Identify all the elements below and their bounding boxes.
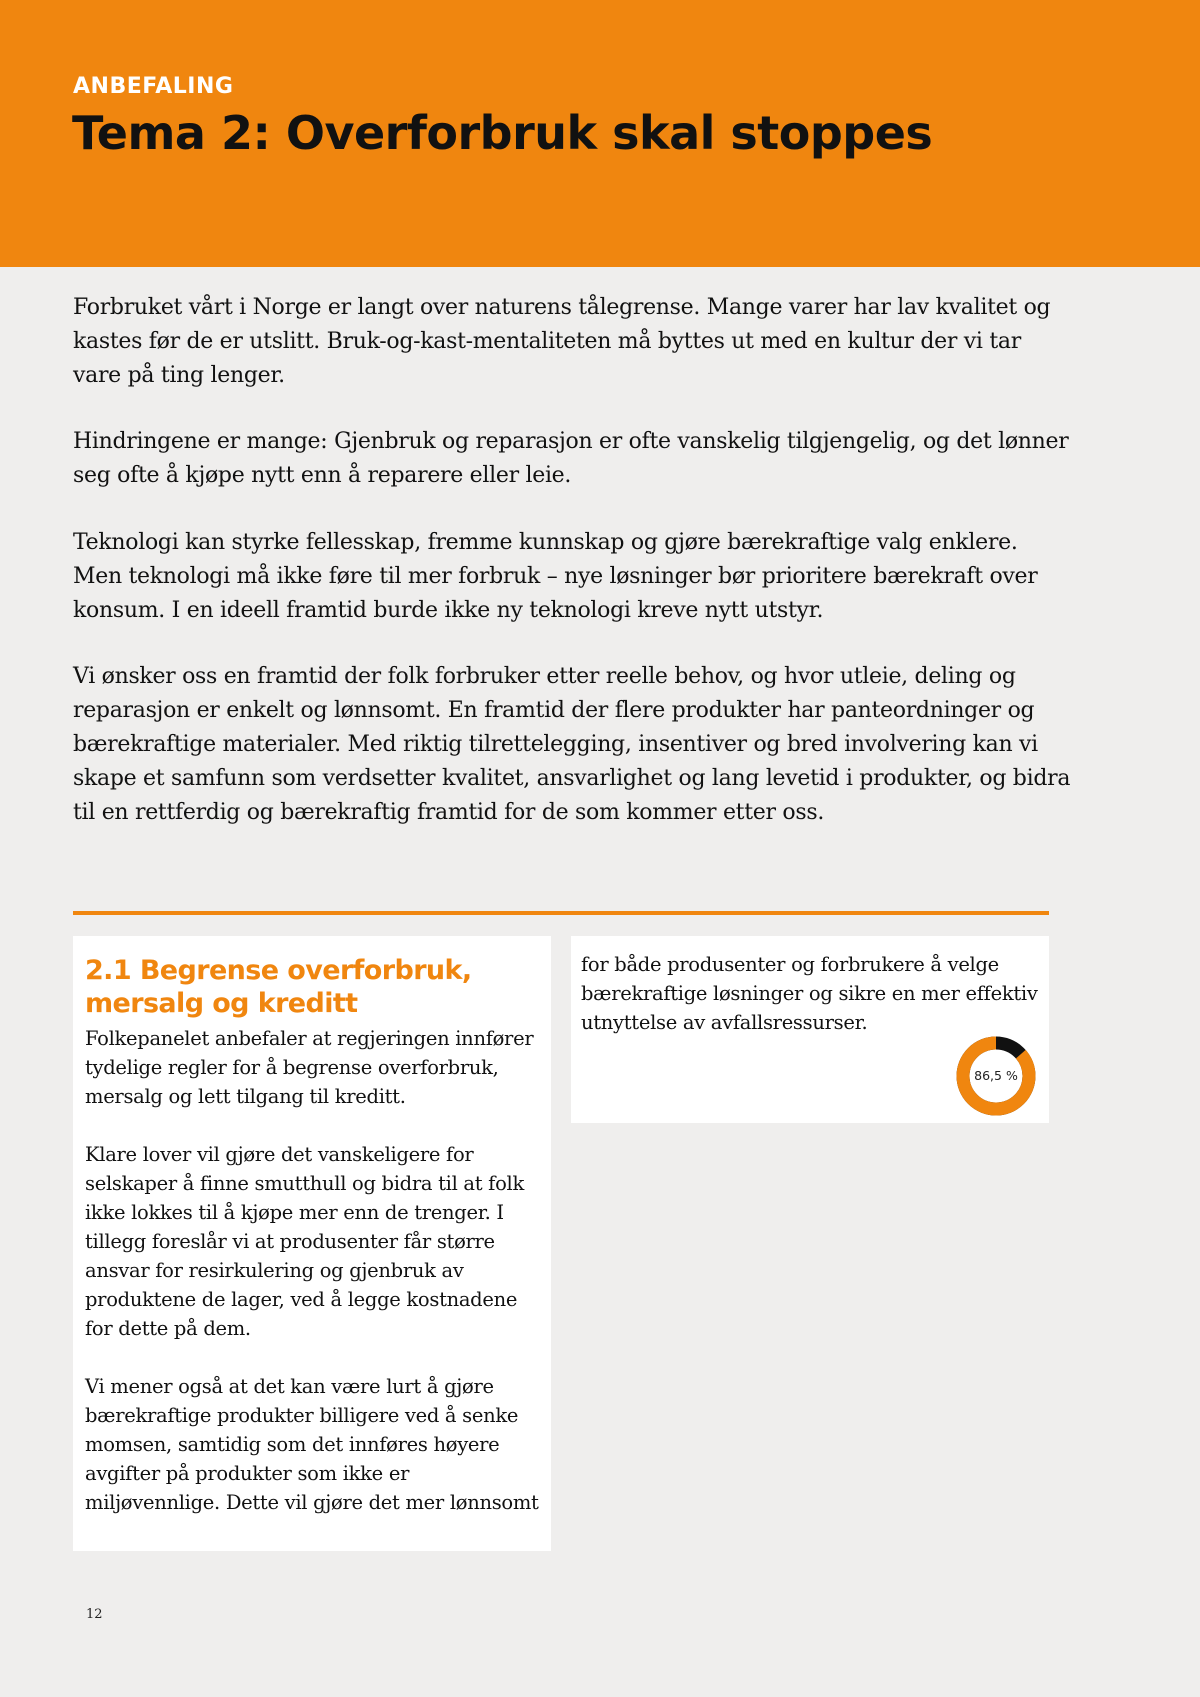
support-donut-chart	[956, 1036, 1036, 1116]
intro-text	[73, 291, 1073, 862]
header-banner	[0, 0, 1200, 267]
section-eyebrow: ANBEFALING	[73, 74, 234, 99]
recommendation-paragraph: Klare lover vil gjøre det vanskeligere for selskaper å finne smutthull og bidra til at folk ikke lokkes til å kjøpe mer enn de trenger. I tillegg foreslår vi at produsenter får større ansvar for resirkulering og gjenbruk av produktene de lager, ved å legge kostnadene for dette på dem.	[85, 1143, 524, 1340]
intro-paragraph: Forbruket vårt i Norge er langt over naturens tålegrense. Mange varer har lav kvalitet og kastes før de er utslitt. Bruk-og-kast-mentaliteten må byttes ut med en kultur der vi tar vare på ting lenger.	[73, 295, 1051, 388]
recommendation-continuation-card	[571, 936, 1049, 1123]
section-divider	[73, 911, 1049, 915]
intro-paragraph: Hindringene er mange: Gjenbruk og reparasjon er ofte vanskelig tilgjengelig, og det lønner seg ofte å kjøpe nytt enn å reparere eller leie.	[73, 429, 1069, 489]
intro-paragraph: Teknologi kan styrke fellesskap, fremme kunnskap og gjøre bærekraftige valg enklere. Men teknologi må ikke føre til mer forbruk – nye løsninger bør prioritere bærekraft over konsum. I en ideell framtid burde ikke ny teknologi kreve nytt utstyr.	[73, 529, 1038, 623]
recommendation-paragraph: Vi mener også at det kan være lurt å gjøre bærekraftige produkter billigere ved å senke momsen, samtidig som det innføres høyere avgifter på produkter som ikke er miljøvennlige. Dette vil gjøre det mer lønnsomt	[85, 1375, 539, 1514]
intro-paragraph: Vi ønsker oss en framtid der folk forbruker etter reelle behov, og hvor utleie, deling og reparasjon er enkelt og lønnsomt. En framtid der flere produkter har panteordninger og bærekraftige materialer. Med riktig tilrettelegging, insentiver og bred involvering kan vi skape et samfunn som verdsetter kvalitet, ansvarlighet og lang levetid i produkter, og bidra til en rettferdig og bærekraftig framtid for de som kommer etter oss.	[73, 664, 1071, 825]
page-number: 12	[86, 1607, 103, 1622]
support-percent-label: 86,5 %	[974, 1068, 1018, 1083]
recommendation-card	[73, 936, 551, 1551]
page-title: Tema 2: Overforbruk skal stoppes	[72, 106, 933, 160]
recommendation-continuation: for både produsenter og forbrukere å velge bærekraftige løsninger og sikre en mer effektiv utnyttelse av avfallsressurser.	[581, 953, 1038, 1034]
recommendation-title: 2.1 Begrense overforbruk, mersalg og kreditt	[85, 955, 472, 1019]
recommendation-paragraph: Folkepanelet anbefaler at regjeringen innfører tydelige regler for å begrense overforbruk, mersalg og lett tilgang til kreditt.	[85, 1027, 534, 1108]
